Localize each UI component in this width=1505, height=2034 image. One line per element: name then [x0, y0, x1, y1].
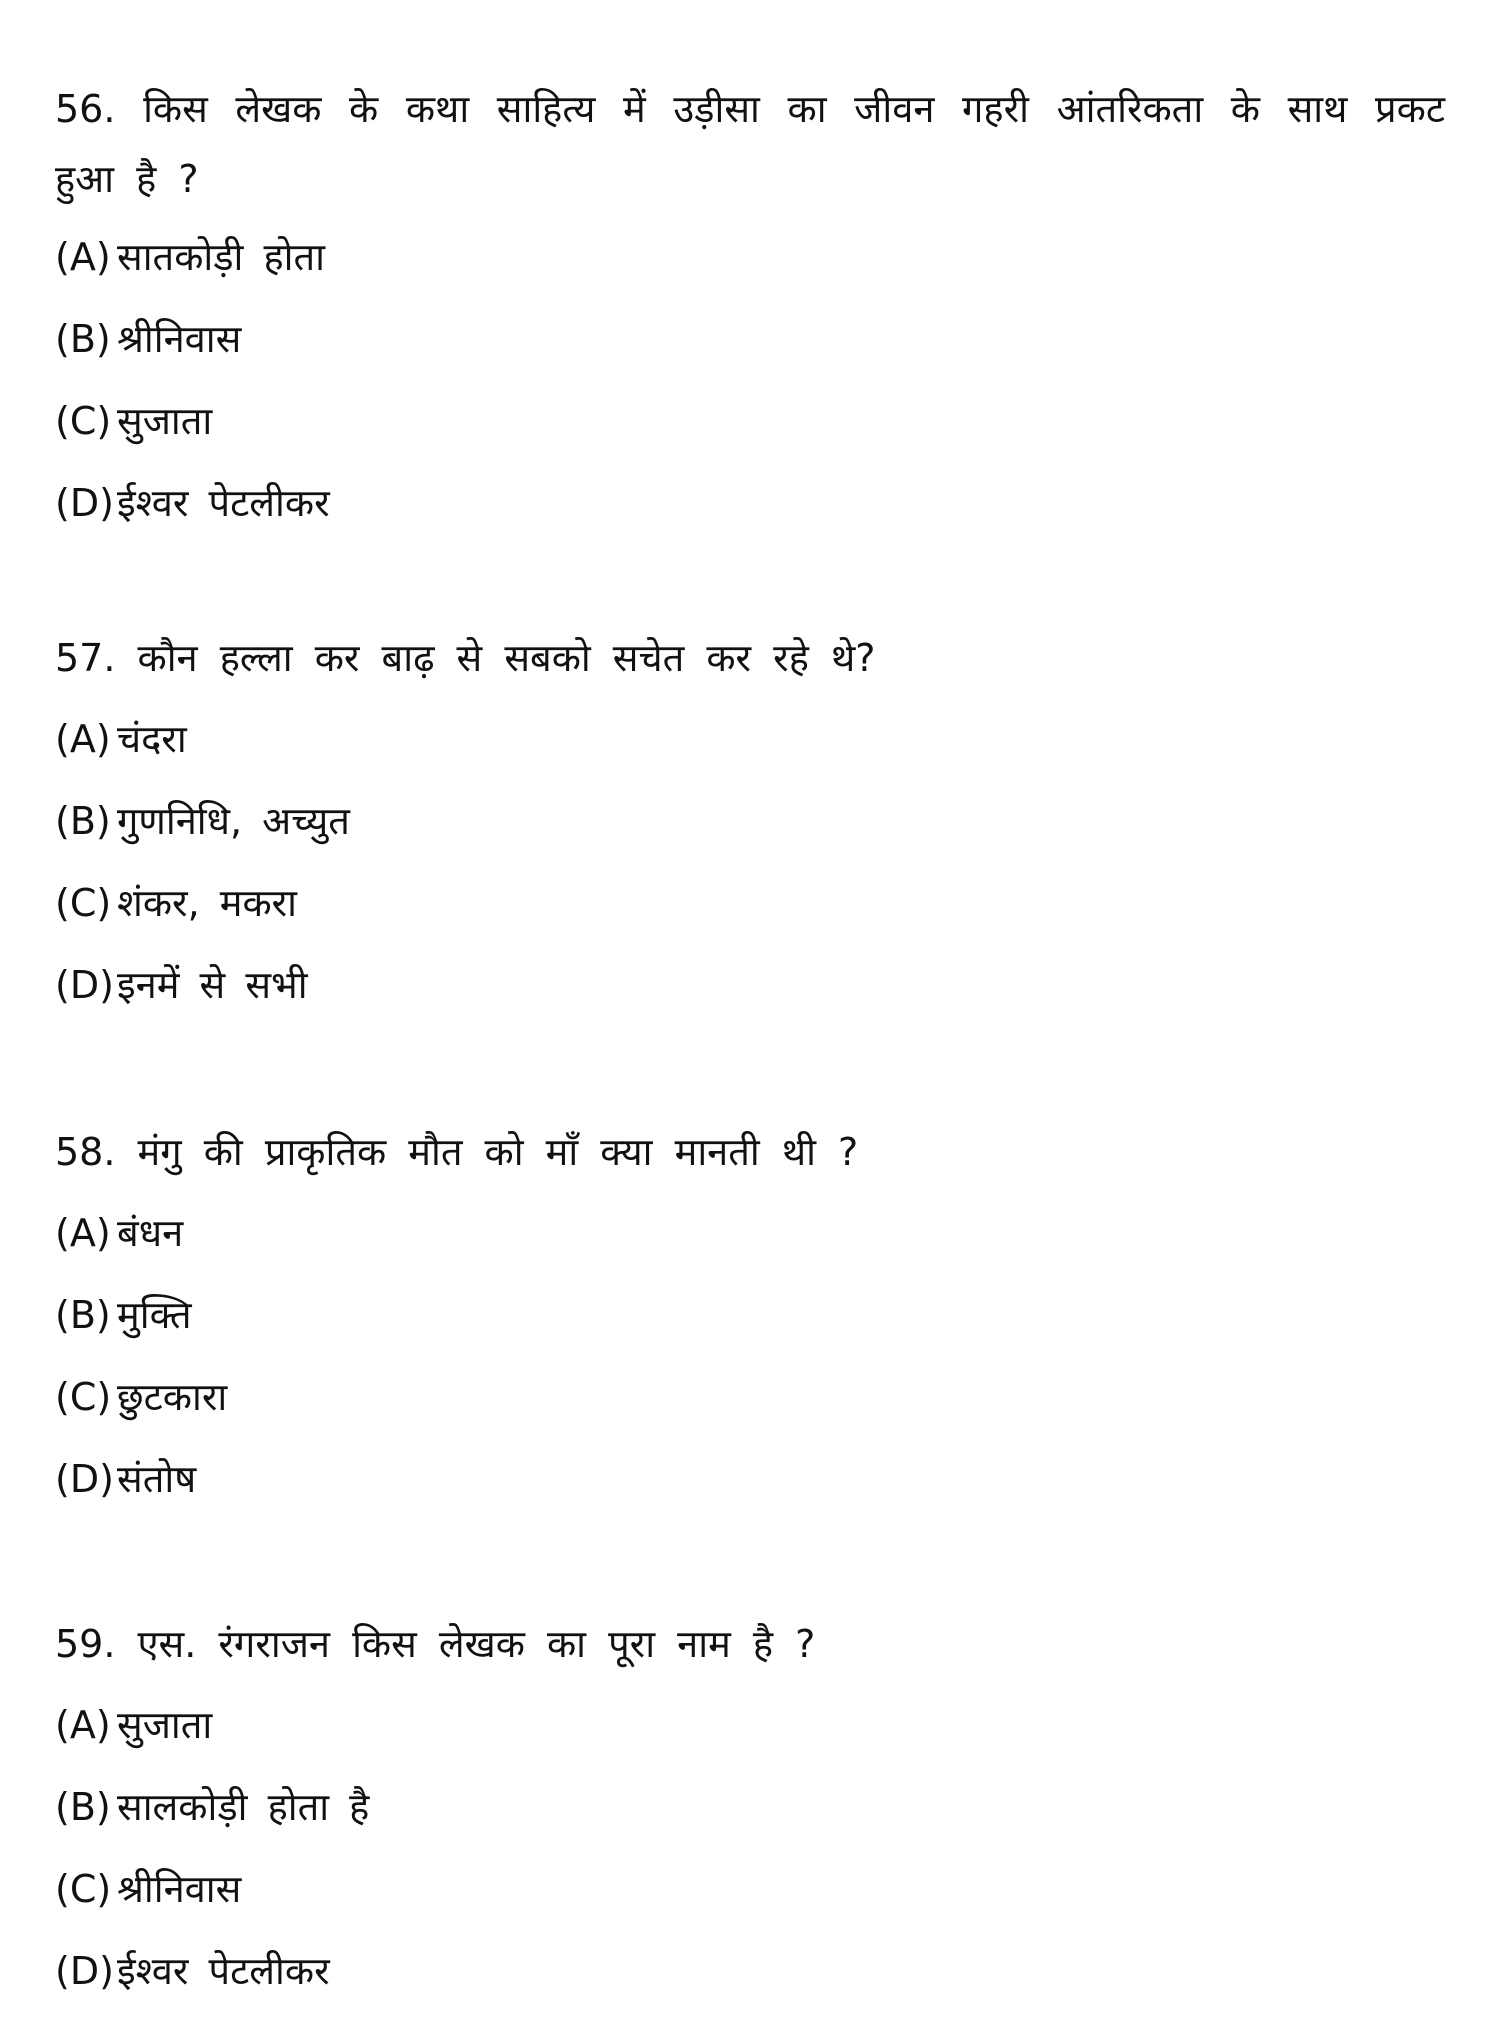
option-letter: (A)	[55, 1703, 111, 1747]
option-letter: (B)	[55, 1293, 111, 1337]
option-letter: (B)	[55, 799, 111, 843]
option-b[interactable]	[55, 780, 1445, 862]
option-c[interactable]	[55, 1356, 1445, 1438]
option-c[interactable]	[55, 380, 1445, 462]
question-58	[55, 1110, 1445, 1520]
option-letter: (D)	[55, 1457, 114, 1501]
question-number: 56.	[55, 87, 116, 131]
option-text: इनमें से सभी	[117, 963, 308, 1007]
option-list	[55, 698, 1445, 1026]
option-letter: (D)	[55, 1949, 114, 1993]
option-letter: (A)	[55, 235, 111, 279]
option-text: बंधन	[117, 1211, 184, 1255]
option-letter: (B)	[55, 1785, 111, 1829]
option-b[interactable]	[55, 1766, 1445, 1848]
option-text: छुटकारा	[117, 1375, 228, 1419]
option-text: सुजाता	[117, 1703, 213, 1747]
option-letter: (B)	[55, 317, 111, 361]
option-d[interactable]	[55, 944, 1445, 1026]
option-d[interactable]	[55, 1438, 1445, 1520]
question-text	[55, 1110, 1445, 1192]
option-text: श्रीनिवास	[117, 317, 242, 361]
question-59	[55, 1602, 1445, 2012]
question-57	[55, 616, 1445, 1026]
question-text	[55, 66, 1445, 216]
option-text: गुणनिधि, अच्युत	[117, 799, 350, 843]
option-list	[55, 1192, 1445, 1520]
option-d[interactable]	[55, 1930, 1445, 2012]
option-text: संतोष	[117, 1457, 197, 1501]
option-d[interactable]	[55, 462, 1445, 544]
question-text	[55, 1602, 1445, 1684]
option-text: ईश्वर पेटलीकर	[117, 481, 330, 525]
option-text: सुजाता	[117, 399, 213, 443]
question-number: 57.	[55, 636, 116, 680]
option-c[interactable]	[55, 862, 1445, 944]
option-list	[55, 216, 1445, 544]
question-text	[55, 616, 1445, 698]
question-prompt: किस लेखक के कथा साहित्य में उड़ीसा का जीवन गहरी आंतरिकता के साथ प्रकट हुआ है ?	[55, 87, 1445, 201]
option-text: सालकोड़ी होता है	[117, 1785, 370, 1829]
option-text: चंदरा	[117, 717, 187, 761]
question-number: 59.	[55, 1622, 116, 1666]
question-prompt: एस. रंगराजन किस लेखक का पूरा नाम है ?	[137, 1622, 816, 1666]
question-56	[55, 66, 1445, 544]
option-letter: (C)	[55, 881, 112, 925]
option-a[interactable]	[55, 1192, 1445, 1274]
option-letter: (C)	[55, 399, 112, 443]
option-letter: (C)	[55, 1867, 112, 1911]
question-number: 58.	[55, 1130, 116, 1174]
option-text: श्रीनिवास	[117, 1867, 242, 1911]
option-a[interactable]	[55, 216, 1445, 298]
option-text: सातकोड़ी होता	[117, 235, 325, 279]
option-b[interactable]	[55, 298, 1445, 380]
option-letter: (D)	[55, 963, 114, 1007]
option-a[interactable]	[55, 1684, 1445, 1766]
option-b[interactable]	[55, 1274, 1445, 1356]
option-a[interactable]	[55, 698, 1445, 780]
option-letter: (C)	[55, 1375, 112, 1419]
question-prompt: कौन हल्ला कर बाढ़ से सबको सचेत कर रहे थे?	[137, 636, 876, 680]
option-letter: (A)	[55, 1211, 111, 1255]
option-text: शंकर, मकरा	[117, 881, 298, 925]
option-list	[55, 1684, 1445, 2012]
option-text: मुक्ति	[117, 1293, 192, 1337]
question-prompt: मंगु की प्राकृतिक मौत को माँ क्या मानती थी ?	[137, 1130, 859, 1174]
option-text: ईश्वर पेटलीकर	[117, 1949, 330, 1993]
option-letter: (D)	[55, 481, 114, 525]
option-c[interactable]	[55, 1848, 1445, 1930]
option-letter: (A)	[55, 717, 111, 761]
